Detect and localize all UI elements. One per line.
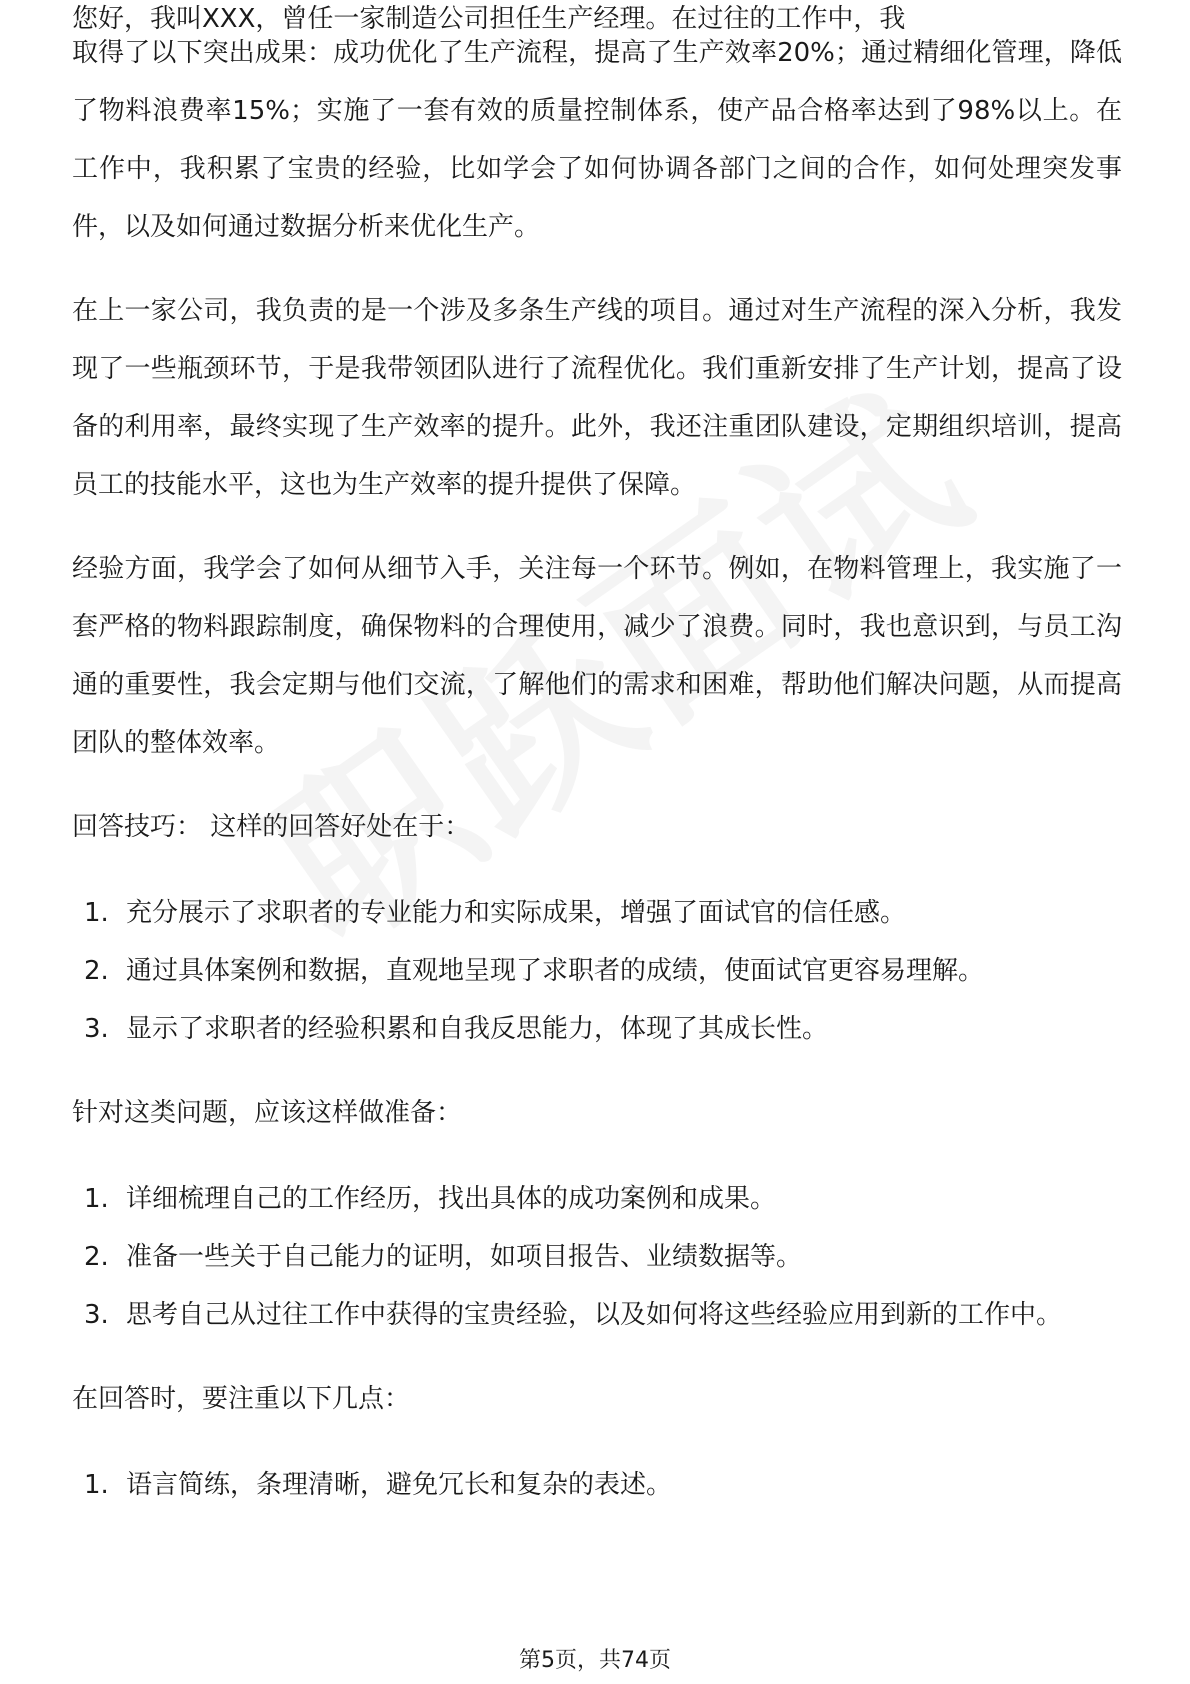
- tips-list: [72, 884, 1122, 1058]
- list-number: 1.: [84, 1470, 109, 1500]
- notes-heading: 在回答时，要注重以下几点：: [72, 1384, 411, 1414]
- document-body: [72, 0, 1122, 1514]
- list-item: [72, 942, 1122, 1000]
- list-text: 显示了求职者的经验积累和自我反思能力，体现了其成长性。: [126, 1014, 829, 1044]
- list-number: 3.: [84, 1014, 109, 1044]
- list-item: [72, 1286, 1122, 1344]
- list-text: 通过具体案例和数据，直观地呈现了求职者的成绩，使面试官更容易理解。: [126, 956, 985, 986]
- list-text: 准备一些关于自己能力的证明，如项目报告、业绩数据等。: [126, 1242, 803, 1272]
- tips-heading: 回答技巧： 这样的回答好处在于：: [72, 812, 471, 842]
- list-item: [72, 1228, 1122, 1286]
- notes-list: [72, 1456, 1122, 1514]
- list-text: 语言简练，条理清晰，避免冗长和复杂的表述。: [126, 1470, 673, 1500]
- list-number: 2.: [84, 1242, 109, 1272]
- list-text: 详细梳理自己的工作经历，找出具体的成功案例和成果。: [126, 1184, 777, 1214]
- list-text: 充分展示了求职者的专业能力和实际成果，增强了面试官的信任感。: [126, 898, 907, 928]
- paragraph-project: 在上一家公司，我负责的是一个涉及多条生产线的项目。通过对生产流程的深入分析，我发现了一些瓶颈环节，于是我带领团队进行了流程优化。我们重新安排了生产计划，提高了设备的利用率，最终实现了生产效率的提升。此外，我还注重团队建设，定期组织培训，提高员工的技能水平，这也为生产效率的提升提供了保障。: [72, 296, 1122, 500]
- cut-off-text: 您好，我叫XXX，曾任一家制造公司担任生产经理。在过往的工作中，我: [72, 4, 906, 34]
- list-text: 思考自己从过往工作中获得的宝贵经验，以及如何将这些经验应用到新的工作中。: [126, 1300, 1063, 1330]
- list-number: 1.: [84, 1184, 109, 1214]
- list-item: [72, 1000, 1122, 1058]
- list-number: 3.: [84, 1300, 109, 1330]
- paragraph-achievements: 取得了以下突出成果：成功优化了生产流程，提高了生产效率20%；通过精细化管理，降低了物料浪费率15%；实施了一套有效的质量控制体系，使产品合格率达到了98%以上。在工作中，我积累了宝贵的经验，比如学会了如何协调各部门之间的合作，如何处理突发事件，以及如何通过数据分析来优化生产。: [72, 38, 1122, 242]
- cut-off-line: [72, 0, 1122, 34]
- list-item: [72, 1170, 1122, 1228]
- list-item: [72, 1456, 1122, 1514]
- list-number: 2.: [84, 956, 109, 986]
- paragraph-experience: 经验方面，我学会了如何从细节入手，关注每一个环节。例如，在物料管理上，我实施了一套严格的物料跟踪制度，确保物料的合理使用，减少了浪费。同时，我也意识到，与员工沟通的重要性，我会定期与他们交流，了解他们的需求和困难，帮助他们解决问题，从而提高团队的整体效率。: [72, 554, 1122, 758]
- page-number: 第5页，共74页: [519, 1648, 671, 1673]
- prep-list: [72, 1170, 1122, 1344]
- list-item: [72, 884, 1122, 942]
- list-number: 1.: [84, 898, 109, 928]
- prep-heading: 针对这类问题，应该这样做准备：: [72, 1098, 463, 1128]
